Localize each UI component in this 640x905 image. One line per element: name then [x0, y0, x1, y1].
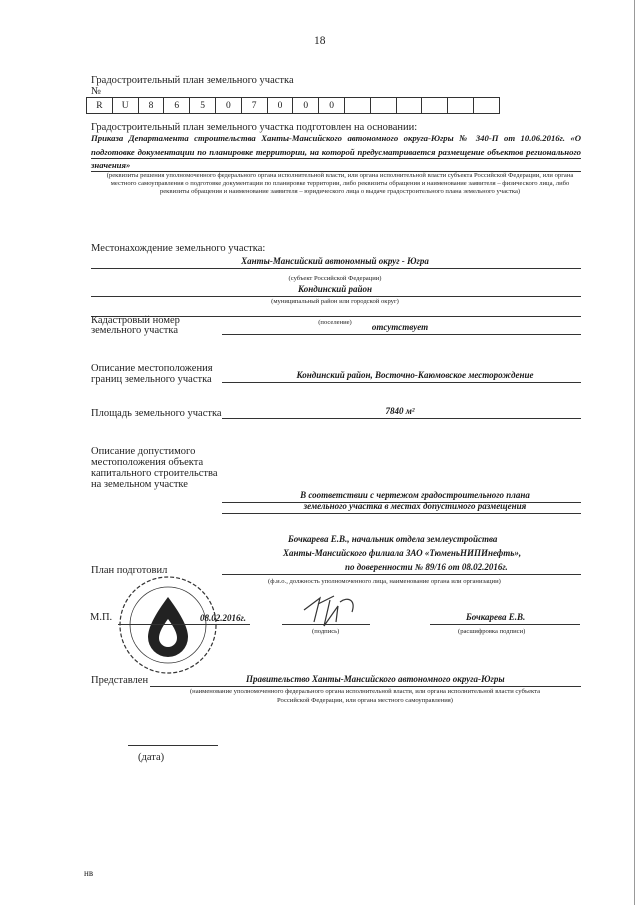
plan-number-cell: 0	[267, 98, 293, 114]
area-label: Площадь земельного участка	[91, 408, 222, 419]
signer-caption: (расшифровка подписи)	[458, 628, 526, 635]
preparer-underline	[222, 574, 581, 575]
mp-label: М.П.	[90, 612, 113, 623]
plan-number-cell: 0	[215, 98, 241, 114]
cadastral-underline	[222, 334, 581, 335]
boundary-label-line1: Описание местоположения	[91, 363, 213, 374]
cadastral-label-line1: Кадастровый номер	[91, 315, 180, 326]
signature-underline	[282, 624, 370, 625]
submitted-caption-line2: Российской Федерации, или органа местного самоуправления)	[276, 697, 454, 704]
stamp-date: 08.02.2016г.	[200, 613, 246, 623]
plan-number-cell	[344, 98, 370, 114]
settlement-caption: (поселение)	[318, 319, 352, 326]
basis-caption: (реквизиты решения уполномоченного федерального органа исполнительной власти, или органа исполнительной власти субъекта Российской Федерации, или органа местного самоуправления о подготовке документации по планировке территории, либо реквизиты обращения и наименование заявителя – физического лица, либо реквизиты обращения и наименование заявителя – юридического лица о выдаче градостроительного плана земельного участка)	[106, 172, 574, 195]
signer-name: Бочкарева Е.В.	[466, 612, 526, 622]
plan-number-cell	[370, 98, 396, 114]
plan-title: Градостроительный план земельного участка	[91, 75, 294, 86]
date-caption: (дата)	[138, 752, 165, 763]
plan-number-cell: 0	[293, 98, 319, 114]
plan-number-cell: 7	[241, 98, 267, 114]
basis-text: Приказа Департамента строительства Ханты-Мансийского автономного округа-Югры № 340-П от 10.06.2016г. «О подготовке документации по планировке территории, на которой предусматривается размещение объектов регионального значения»	[91, 133, 581, 170]
area-underline	[222, 418, 581, 419]
district-underline	[91, 296, 581, 297]
area-value: 7840 м²	[385, 406, 415, 416]
plan-number-cell: U	[112, 98, 138, 114]
organization-stamp	[118, 575, 218, 675]
plan-number-cell	[396, 98, 422, 114]
preparer-line3: по доверенности № 89/16 от 08.02.2016г.	[345, 562, 508, 572]
prepared-label: План подготовил	[91, 565, 168, 576]
placement-label-line2: местоположения объекта	[91, 457, 204, 468]
plan-number-cell: R	[87, 98, 113, 114]
date-line	[128, 745, 218, 746]
prepared-basis-label: Градостроительный план земельного участка подготовлен на основании:	[91, 122, 418, 133]
submitted-caption-line1: (наименование уполномоченного федерального органа исполнительной власти, или органа исполнительной власти субъекта	[189, 688, 541, 695]
plan-number-cell: 6	[164, 98, 190, 114]
subject-underline	[91, 268, 581, 269]
boundary-label-line2: границ земельного участка	[91, 374, 212, 385]
date-underline	[118, 624, 250, 625]
stamp-icon	[118, 575, 218, 675]
plan-number-cell: 0	[319, 98, 345, 114]
placement-value-line1: В соответствии с чертежом градостроительного плана	[300, 490, 530, 500]
submitted-label: Представлен	[91, 675, 149, 686]
subject-caption: (субъект Российской Федерации)	[288, 275, 382, 282]
signature-icon	[300, 592, 360, 632]
preparer-line2: Ханты-Мансийского филиала ЗАО «ТюменьНИПИнефть»,	[283, 548, 522, 558]
location-label: Местонахождение земельного участка:	[91, 243, 266, 254]
district-value: Кондинский район	[297, 284, 373, 294]
placement-label-line1: Описание допустимого	[91, 446, 196, 457]
district-caption: (муниципальный район или городской округ)	[271, 298, 399, 305]
scan-edge	[634, 0, 635, 905]
plan-number-grid	[86, 97, 500, 114]
plan-number-cell	[448, 98, 474, 114]
submitted-underline	[150, 686, 581, 687]
placement-value-line2: земельного участка в местах допустимого размещения	[303, 501, 527, 511]
cadastral-value: отсутствует	[371, 322, 429, 332]
placement-label-line4: на земельном участке	[91, 479, 188, 490]
page-number: 18	[314, 35, 326, 47]
preparer-caption: (ф.и.о., должность уполномоченного лица, наименование органа или организации)	[268, 578, 501, 585]
preparer-line1: Бочкарева Е.В., начальник отдела землеустройства	[288, 534, 498, 544]
boundary-value: Кондинский район, Восточно-Каюмовское месторождение	[296, 370, 534, 380]
placement-label-line3: капитального строительства	[91, 468, 218, 479]
corner-note: нв	[84, 868, 94, 878]
plan-number-cell	[473, 98, 499, 114]
subject-value: Ханты-Мансийский автономный округ - Югра	[241, 256, 429, 266]
signature	[300, 592, 360, 632]
cadastral-label-line2: земельного участка	[91, 325, 178, 336]
submitted-value: Правительство Ханты-Мансийского автономного округа-Югры	[246, 674, 505, 684]
signer-underline	[430, 624, 580, 625]
boundary-underline	[222, 382, 581, 383]
plan-number-cell	[422, 98, 448, 114]
basis-underline	[91, 158, 581, 159]
signature-caption: (подпись)	[312, 628, 340, 635]
number-sign: №	[91, 86, 102, 97]
plan-number-cell: 8	[138, 98, 164, 114]
plan-number-cell: 5	[190, 98, 216, 114]
placement-underline-2	[222, 513, 581, 514]
